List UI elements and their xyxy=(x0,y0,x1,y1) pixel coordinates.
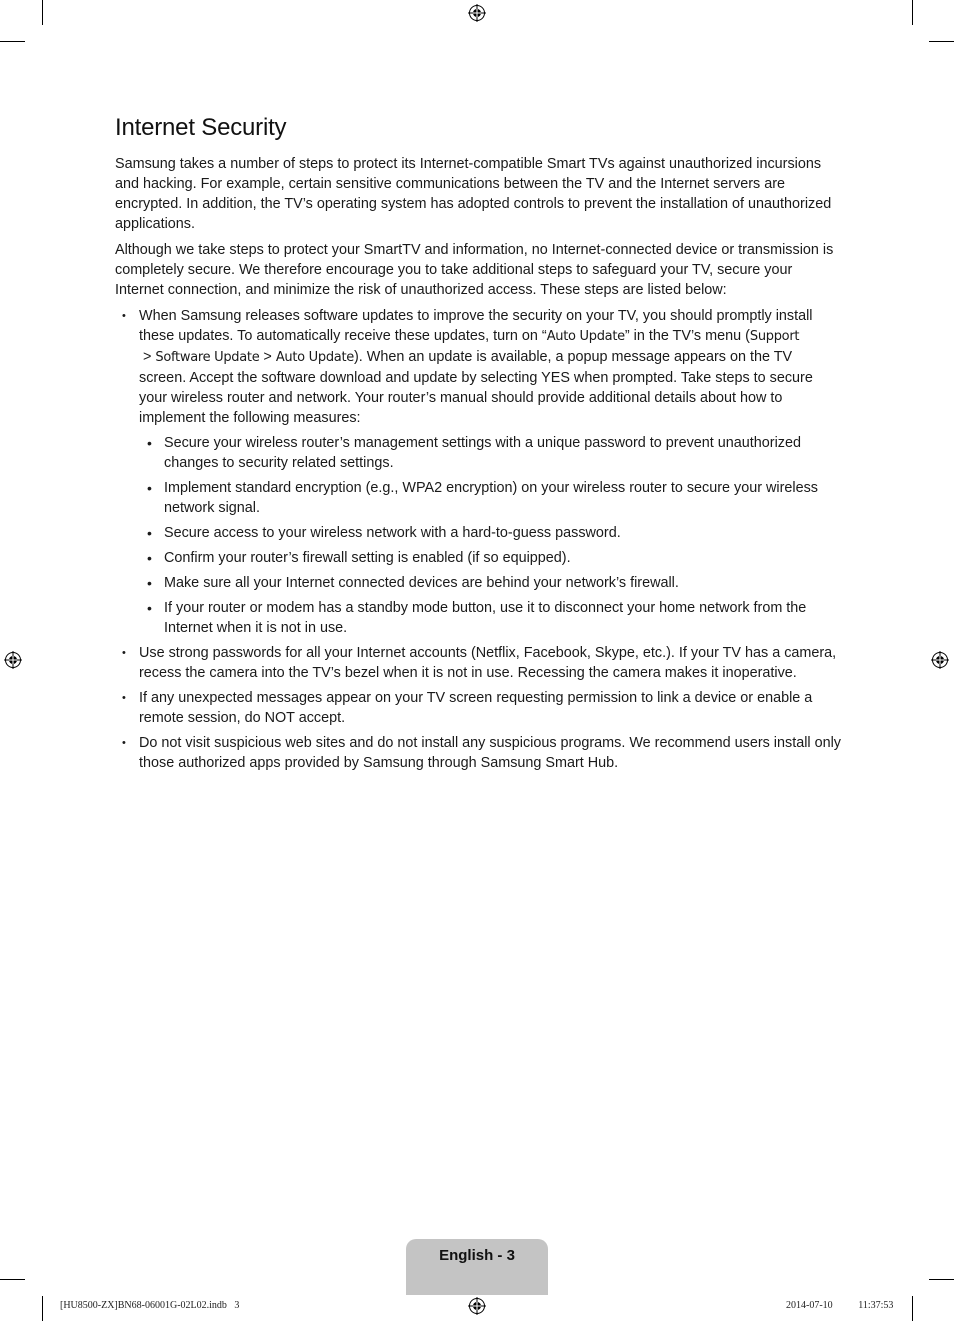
registration-mark-icon xyxy=(468,4,486,22)
list-item xyxy=(115,733,841,773)
menu-path-separator: > xyxy=(259,349,276,365)
sub-list-item xyxy=(139,598,841,638)
router-measures-list xyxy=(139,433,841,638)
registration-mark-icon xyxy=(4,651,22,669)
crop-mark-bottom-right-v xyxy=(912,1296,913,1321)
intro-paragraph: Samsung takes a number of steps to protect its Internet-compatible Smart TVs against unauthorized incursions and hacking. For example, certain sensitive communications between the TV and the Internet servers are encrypted. In addition, the TV’s operating system has adopted controls to prevent the installation of unauthorized applications. xyxy=(115,156,832,232)
page-title: Internet Security xyxy=(115,114,287,141)
crop-mark-top-left-v xyxy=(42,0,43,25)
bullet-marker: • xyxy=(147,435,152,451)
bullet-marker: • xyxy=(122,737,126,749)
printer-slug-right: 2014-07-10 ￿￿ 11:37:53 xyxy=(786,1300,894,1311)
menu-path-support: Support xyxy=(749,329,800,344)
crop-mark-bottom-left-h xyxy=(0,1279,25,1280)
bullet-marker: • xyxy=(147,480,152,496)
menu-path-auto-update: Auto Update xyxy=(275,350,354,365)
bullet-marker: • xyxy=(147,600,152,616)
sub-list-item xyxy=(139,573,841,593)
list-item-text: If any unexpected messages appear on your TV screen requesting permission to link a device or enable a remote session, do NOT accept. xyxy=(139,690,813,726)
sub-list-item-text: Secure your wireless router’s management settings with a unique password to prevent unauthorized changes to security related settings. xyxy=(164,435,802,471)
sub-list-item xyxy=(139,548,841,568)
list-item xyxy=(115,643,841,683)
security-steps-list xyxy=(115,306,841,773)
sub-list-item-text: If your router or modem has a standby mode button, use it to disconnect your home network from the Internet when it is not in use. xyxy=(164,600,807,636)
registration-mark-icon xyxy=(468,1297,486,1315)
sub-list-item-text: Confirm your router’s firewall setting is enabled (if so equipped). xyxy=(164,550,571,566)
page-number-tab xyxy=(406,1239,548,1295)
bullet-marker: • xyxy=(147,575,152,591)
list-item xyxy=(115,306,841,638)
list-item-text xyxy=(139,308,813,426)
sub-list-item-text: Make sure all your Internet connected devices are behind your network’s firewall. xyxy=(164,575,679,591)
bullet-marker: • xyxy=(147,550,152,566)
registration-mark-icon xyxy=(931,651,949,669)
menu-path-auto-update: Auto Update xyxy=(546,329,625,344)
printer-slug-left: [HU8500-ZX]BN68-06001G-02L02.indb 3 xyxy=(60,1300,240,1311)
sub-list-item xyxy=(139,523,841,543)
sub-list-item-text: Implement standard encryption (e.g., WPA2 encryption) on your wireless router to secure your wireless network signal. xyxy=(164,480,818,516)
page-content xyxy=(115,112,841,778)
crop-mark-top-left-h xyxy=(0,41,25,42)
sub-list-item xyxy=(139,433,841,473)
text-run: ” in the TV’s menu ( xyxy=(624,328,750,344)
text-run: When Samsung releases software updates to improve the security on your TV, you should promptly install these updates. To automatically receive these updates, turn on “ xyxy=(139,308,813,344)
menu-path-separator: > xyxy=(139,349,156,365)
sub-list-item-text: Secure access to your wireless network with a hard-to-guess password. xyxy=(164,525,621,541)
list-item xyxy=(115,688,841,728)
steps-intro-paragraph: Although we take steps to protect your SmartTV and information, no Internet-connected device or transmission is completely secure. We therefore encourage you to take additional steps to safeguard your TV, secure your Internet connection, and minimize the risk of unauthorized access. These steps are listed below: xyxy=(115,242,834,298)
list-item-text: Do not visit suspicious web sites and do not install any suspicious programs. We recommend users install only those authorized apps provided by Samsung through Samsung Smart Hub. xyxy=(139,735,842,771)
bullet-marker: • xyxy=(122,692,126,704)
crop-mark-bottom-right-h xyxy=(929,1279,954,1280)
sub-list-item xyxy=(139,478,841,518)
list-item-text: Use strong passwords for all your Internet accounts (Netflix, Facebook, Skype, etc.). If your TV has a camera, recess the camera into the TV’s bezel when it is not in use. Recessing the camera makes it inoperative. xyxy=(139,645,837,681)
crop-mark-top-right-v xyxy=(912,0,913,25)
bullet-marker: • xyxy=(122,310,126,322)
text-run: ). When an update is available, a popup message appears on the TV screen. Accept the software download and update by selecting YES when prompted. Take steps to secure your wireless router and network. Your router’s manual should provide additional details about how to implement the following measures: xyxy=(139,349,813,426)
page-number-label: English - 3 xyxy=(439,1247,515,1264)
crop-mark-bottom-left-v xyxy=(42,1296,43,1321)
bullet-marker: • xyxy=(147,525,152,541)
menu-path-software-update: Software Update xyxy=(155,350,260,365)
crop-mark-top-right-h xyxy=(929,41,954,42)
bullet-marker: • xyxy=(122,647,126,659)
